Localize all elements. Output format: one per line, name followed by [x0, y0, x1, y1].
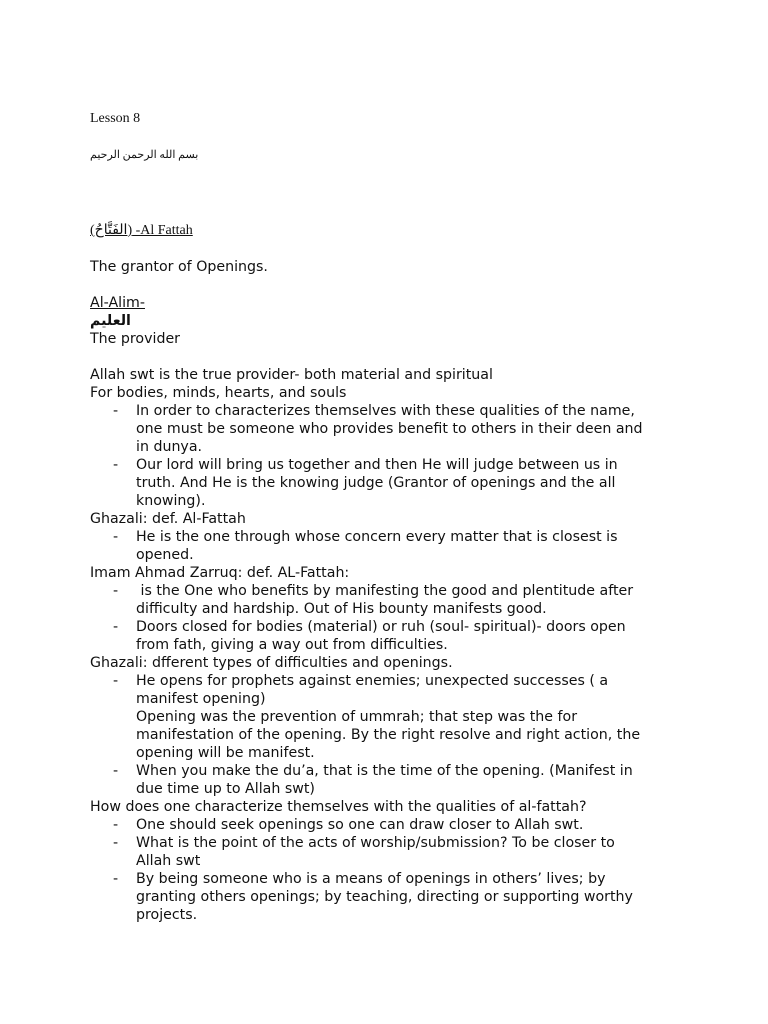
- document-body: [90, 258, 690, 924]
- list-item-text: One should seek openings so one can draw closer to Allah swt.: [136, 817, 584, 833]
- list-item: [90, 582, 690, 600]
- bullet-dash: -: [113, 673, 119, 689]
- list-item-text: is the One who benefits by manifesting the good and plentitude after: [136, 583, 634, 599]
- al-fattah-arabic: (الفَتَّاحُ): [90, 223, 133, 238]
- ghazali-definition-heading: Ghazali: def. Al-Fattah: [90, 511, 246, 527]
- bullet-dash: -: [113, 529, 119, 545]
- spacer: [90, 348, 690, 366]
- list-item-text: In order to characterizes themselves with these qualities of the name,: [136, 403, 635, 419]
- characterize-question-heading: How does one characterize themselves with the qualities of al-fattah?: [90, 799, 587, 815]
- list-item-continuation: from fath, giving a way out from difficulties.: [136, 637, 448, 653]
- list-item-continuation: due time up to Allah swt): [136, 781, 315, 797]
- bullet-dash: -: [113, 457, 119, 473]
- intro-line: The grantor of Openings.: [90, 259, 268, 275]
- bullet-dash: -: [113, 403, 119, 419]
- list-item: [90, 816, 690, 834]
- provider-line-2: For bodies, minds, hearts, and souls: [90, 385, 347, 401]
- list-item-continuation: one must be someone who provides benefit to others in their deen and: [136, 421, 643, 437]
- list-item-continuation: knowing).: [136, 493, 206, 509]
- list-item-text: When you make the du’a, that is the time of the opening. (Manifest in: [136, 763, 633, 779]
- list-item-continuation: Opening was the prevention of ummrah; that step was the for: [136, 709, 578, 725]
- bismillah-text: بسم الله الرحمن الرحيم: [90, 149, 199, 161]
- list-item-continuation: truth. And He is the knowing judge (Grantor of openings and the all: [136, 475, 616, 491]
- list-item-continuation: projects.: [136, 907, 198, 923]
- list-item: [90, 402, 690, 420]
- bullet-dash: -: [113, 763, 119, 779]
- lesson-title: Lesson 8: [90, 111, 141, 126]
- bullet-dash: -: [113, 583, 119, 599]
- list-item-continuation: manifest opening): [136, 691, 266, 707]
- list-item: [90, 672, 690, 690]
- list-item-text: What is the point of the acts of worship/submission? To be closer to: [136, 835, 615, 851]
- list-item-continuation: opening will be manifest.: [136, 745, 315, 761]
- list-item-text: He is the one through whose concern every matter that is closest is: [136, 529, 618, 545]
- al-alim-meaning: The provider: [90, 331, 181, 347]
- list-item-continuation: opened.: [136, 547, 194, 563]
- al-fattah-heading: [90, 222, 193, 239]
- list-item: [90, 618, 690, 636]
- al-alim-heading: Al-Alim-: [90, 295, 145, 311]
- list-item-continuation: granting others openings; by teaching, directing or supporting worthy: [136, 889, 633, 905]
- list-item: [90, 762, 690, 780]
- list-item: [90, 456, 690, 474]
- bullet-dash: -: [113, 871, 119, 887]
- list-item-continuation: manifestation of the opening. By the right resolve and right action, the: [136, 727, 641, 743]
- al-alim-arabic: العليم: [90, 313, 131, 329]
- list-item: [90, 528, 690, 546]
- list-item-text: Doors closed for bodies (material) or ruh (soul- spiritual)- doors open: [136, 619, 626, 635]
- list-item: [90, 870, 690, 888]
- list-item: [90, 834, 690, 852]
- bullet-dash: -: [113, 619, 119, 635]
- spacer: [90, 276, 690, 294]
- list-item-continuation: Allah swt: [136, 853, 201, 869]
- ghazali-difficulties-heading: Ghazali: dfferent types of difficulties and openings.: [90, 655, 453, 671]
- provider-line-1: Allah swt is the true provider- both material and spiritual: [90, 367, 493, 383]
- bullet-dash: -: [113, 835, 119, 851]
- list-item-text: Our lord will bring us together and then He will judge between us in: [136, 457, 618, 473]
- bullet-dash: -: [113, 817, 119, 833]
- al-fattah-latin: -Al Fattah: [132, 223, 193, 238]
- list-item-text: By being someone who is a means of openings in others’ lives; by: [136, 871, 606, 887]
- list-item-text: He opens for prophets against enemies; unexpected successes ( a: [136, 673, 609, 689]
- zarruq-definition-heading: Imam Ahmad Zarruq: def. AL-Fattah:: [90, 565, 350, 581]
- list-item-continuation: difficulty and hardship. Out of His bounty manifests good.: [136, 601, 547, 617]
- list-item-continuation: in dunya.: [136, 439, 203, 455]
